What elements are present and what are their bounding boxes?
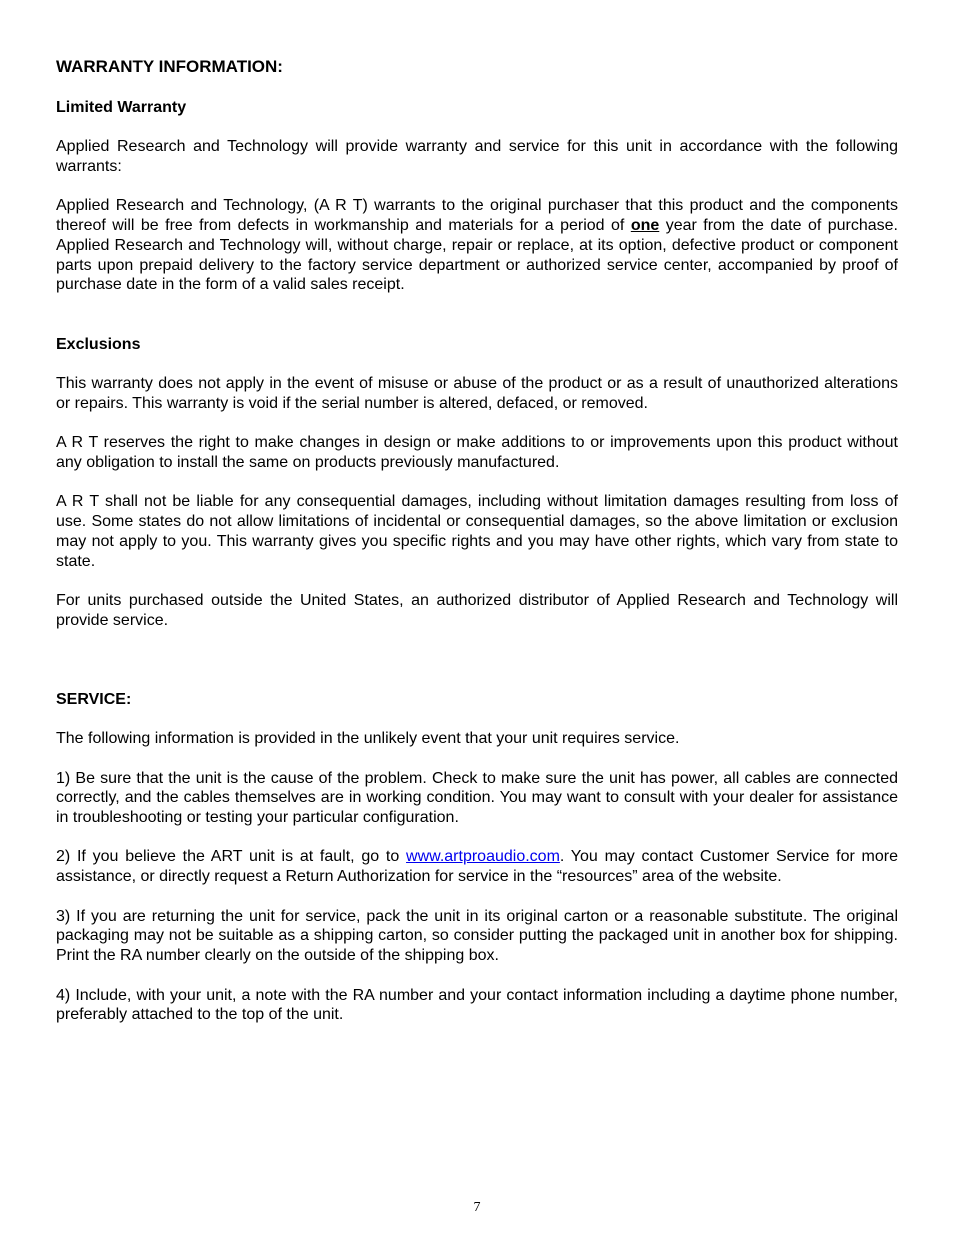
service-heading: SERVICE: [56,691,132,709]
limited-warranty-paragraph-1: Applied Research and Technology will provide warranty and service for this unit in accordance with the following warrants: [56,138,898,175]
page-number: 7 [473,1200,481,1215]
exclusions-heading: Exclusions [56,335,141,353]
warranty-text-end: year from the date of purchase. Applied Research and Technology will, without charge, repair or replace, at its option, defective product or component parts upon prepaid delivery to the factory service department or authorized service center, accompanied by proof of purchase date in the form of a valid sales receipt. [56,216,899,294]
exclusions-paragraph-4: For units purchased outside the United States, an authorized distributor of Applied Research and Technology will provide service. [56,591,898,629]
document-page [56,56,898,1045]
service-intro: The following information is provided in the unlikely event that your unit requires service. [56,730,680,748]
exclusions-paragraph-2: A R T reserves the right to make changes in design or make additions to or improvements upon this product without any obligation to install the same on products previously manufactured. [56,433,898,471]
service-step-2-start: 2) If you believe the ART unit is at fault, go to [56,848,407,866]
service-step-1: 1) Be sure that the unit is the cause of the problem. Check to make sure the unit has power, all cables are connected correctly, and the cables themselves are in working condition. You may want to consult with your dealer for assistance in troubleshooting or testing your particular configuration. [56,769,898,827]
service-step-2 [56,847,898,887]
warranty-period-emphasis: one [630,216,660,234]
limited-warranty-heading: Limited Warranty [56,99,187,116]
exclusions-paragraph-1: This warranty does not apply in the event of misuse or abuse of the product or as a result of unauthorized alterations or repairs. This warranty is void if the serial number is altered, defaced, or removed. [56,374,898,412]
service-step-4: 4) Include, with your unit, a note with the RA number and your contact information including a daytime phone number, preferably attached to the top of the unit. [56,986,898,1024]
service-step-3: 3) If you are returning the unit for service, pack the unit in its original carton or a reasonable substitute. The original packaging may not be suitable as a shipping carton, so consider putting the packaged unit in another box for shipping. Print the RA number clearly on the outside of the shipping box. [56,907,898,965]
service-step-2-end: . You may contact Customer Service for more assistance, or directly request a Return Authorization for service in the “resources” area of the website. [56,848,899,886]
limited-warranty-paragraph-2 [56,196,898,295]
page-title: WARRANTY INFORMATION: [56,57,283,76]
website-link[interactable]: www.artproaudio.com [406,848,560,866]
exclusions-paragraph-3: A R T shall not be liable for any consequential damages, including without limitation damages resulting from loss of use. Some states do not allow limitations of incidental or consequential damages, so the above limitation or exclusion may not apply to you. This warranty gives you specific rights and you may have other rights, which vary from state to state. [56,493,898,570]
spacer [56,650,898,690]
warranty-text-start: Applied Research and Technology, (A R T) warrants to the original purchaser that this product and the components thereof will be free from defects in workmanship and materials for a period of [56,197,898,234]
spacer [56,315,898,335]
